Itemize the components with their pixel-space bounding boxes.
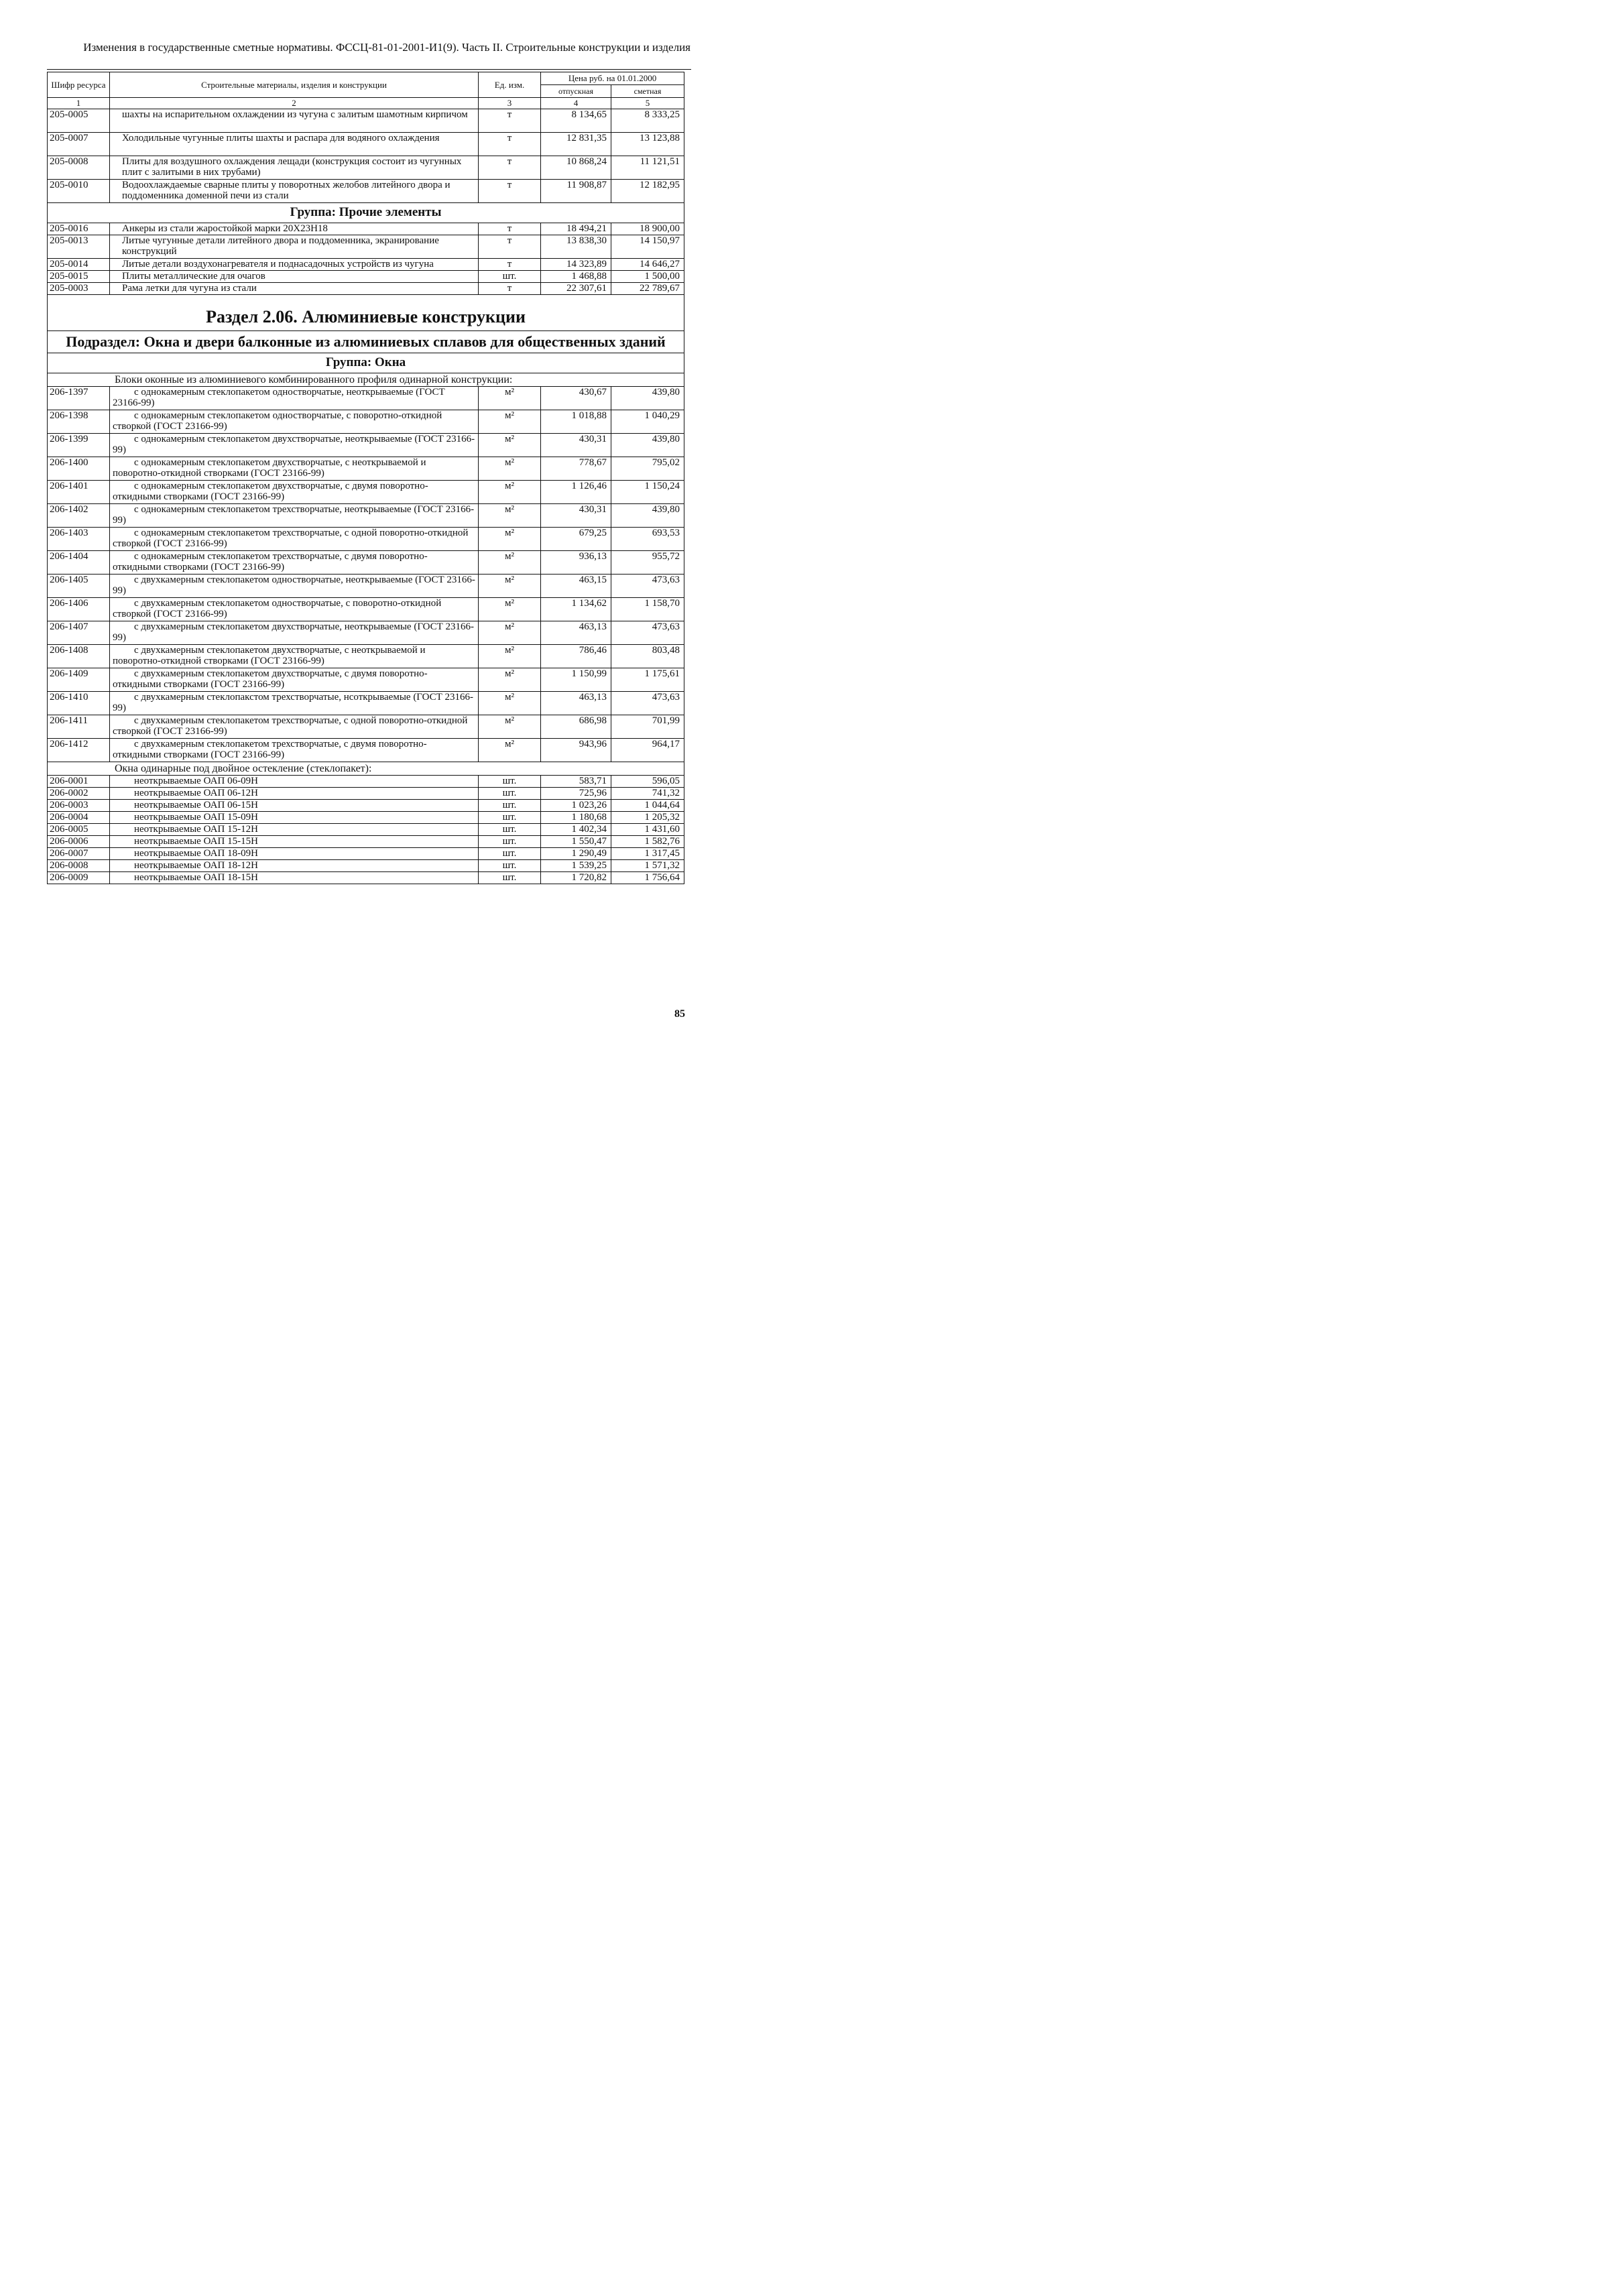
- item-name-text: с однокамерным стеклопакетом одностворчатые, с поворотно-откидной створкой (ГОСТ 23166-99): [113, 410, 442, 432]
- estimate-price: 1 756,64: [611, 872, 684, 884]
- estimate-price: 439,80: [611, 504, 684, 528]
- estimate-price: 18 900,00: [611, 223, 684, 235]
- item-unit: м²: [479, 504, 541, 528]
- estimate-price: 596,05: [611, 776, 684, 788]
- price-table: [47, 72, 684, 884]
- item-unit: м²: [479, 692, 541, 715]
- item-unit: т: [479, 283, 541, 295]
- resource-code: 206-1405: [48, 575, 110, 598]
- estimate-price: 1 044,64: [611, 800, 684, 812]
- group-title-row: [48, 353, 684, 373]
- caption: Окна одинарные под двойное остекление (стеклопакет):: [48, 762, 684, 776]
- table-row: [48, 481, 684, 504]
- table-row: [48, 788, 684, 800]
- table-row: [48, 180, 684, 203]
- estimate-price: 473,63: [611, 621, 684, 645]
- estimate-price: 1 582,76: [611, 836, 684, 848]
- resource-code: 206-1400: [48, 457, 110, 481]
- item-name: Плиты для воздушного охлаждения лещади (конструкция состоит из чугунных плит с залитыми в них трубами): [110, 156, 479, 180]
- group-title: Группа: Окна: [48, 353, 684, 373]
- resource-code: 206-0004: [48, 812, 110, 824]
- table-row: [48, 457, 684, 481]
- release-price: 430,31: [541, 504, 611, 528]
- table-row: [48, 800, 684, 812]
- resource-code: 206-1408: [48, 645, 110, 668]
- resource-code: 206-0009: [48, 872, 110, 884]
- item-unit: т: [479, 180, 541, 203]
- estimate-price: 22 789,67: [611, 283, 684, 295]
- column-number: 4: [541, 98, 611, 109]
- estimate-price: 11 121,51: [611, 156, 684, 180]
- item-name: [110, 715, 479, 739]
- release-price: 1 018,88: [541, 410, 611, 434]
- release-price: 725,96: [541, 788, 611, 800]
- column-number: 5: [611, 98, 684, 109]
- item-unit: т: [479, 156, 541, 180]
- resource-code: 205-0010: [48, 180, 110, 203]
- release-price: 583,71: [541, 776, 611, 788]
- estimate-price: 1 040,29: [611, 410, 684, 434]
- release-price: 1 550,47: [541, 836, 611, 848]
- item-unit: шт.: [479, 271, 541, 283]
- release-price: 22 307,61: [541, 283, 611, 295]
- resource-code: 205-0007: [48, 133, 110, 156]
- release-price: 936,13: [541, 551, 611, 575]
- estimate-price: 1 500,00: [611, 271, 684, 283]
- table-row: [48, 434, 684, 457]
- item-unit: т: [479, 259, 541, 271]
- estimate-price: 1 205,32: [611, 812, 684, 824]
- item-unit: т: [479, 223, 541, 235]
- resource-code: 206-0005: [48, 824, 110, 836]
- table-row: [48, 715, 684, 739]
- resource-code: 206-1403: [48, 528, 110, 551]
- item-unit: м²: [479, 645, 541, 668]
- estimate-price: 1 175,61: [611, 668, 684, 692]
- release-price: 1 126,46: [541, 481, 611, 504]
- release-price: 1 134,62: [541, 598, 611, 621]
- table-row: [48, 133, 684, 156]
- item-name: [110, 551, 479, 575]
- table-row: [48, 860, 684, 872]
- table-row: [48, 504, 684, 528]
- resource-code: 206-1411: [48, 715, 110, 739]
- item-unit: м²: [479, 410, 541, 434]
- estimate-price: 439,80: [611, 434, 684, 457]
- item-name-text: с однокамерным стеклопакетом трехстворчатые, с двумя поворотно-откидными створками (ГОСТ 23166-99): [113, 551, 428, 572]
- subsection-title: Подраздел: Окна и двери балконные из алюминиевых сплавов для общественных зданий: [48, 331, 684, 353]
- resource-code: 206-1406: [48, 598, 110, 621]
- item-unit: шт.: [479, 860, 541, 872]
- item-name-text: неоткрываемые ОАП 15-12Н: [134, 824, 258, 835]
- item-unit: м²: [479, 575, 541, 598]
- item-unit: шт.: [479, 800, 541, 812]
- item-unit: шт.: [479, 848, 541, 860]
- release-price: 786,46: [541, 645, 611, 668]
- resource-code: 206-1401: [48, 481, 110, 504]
- table-row: [48, 621, 684, 645]
- item-name: [110, 776, 479, 788]
- section-title: Раздел 2.06. Алюминиевые конструкции: [48, 295, 684, 331]
- resource-code: 206-1402: [48, 504, 110, 528]
- release-price: 1 720,82: [541, 872, 611, 884]
- item-name: [110, 481, 479, 504]
- item-name-text: неоткрываемые ОАП 06-09Н: [134, 776, 258, 786]
- item-name: [110, 645, 479, 668]
- estimate-price: 1 158,70: [611, 598, 684, 621]
- item-name: [110, 434, 479, 457]
- table-row: [48, 410, 684, 434]
- item-unit: м²: [479, 715, 541, 739]
- release-price: 686,98: [541, 715, 611, 739]
- item-unit: м²: [479, 551, 541, 575]
- item-name: [110, 872, 479, 884]
- release-price: 1 468,88: [541, 271, 611, 283]
- item-name-text: неоткрываемые ОАП 06-15Н: [134, 800, 258, 810]
- table-row: [48, 551, 684, 575]
- item-name-text: с однокамерным стеклопакетом трехстворчатые, неоткрываемые (ГОСТ 23166-99): [113, 504, 475, 526]
- item-name: [110, 575, 479, 598]
- table-row: [48, 668, 684, 692]
- item-unit: м²: [479, 457, 541, 481]
- item-unit: шт.: [479, 788, 541, 800]
- estimate-price: 1 317,45: [611, 848, 684, 860]
- resource-code: 206-0001: [48, 776, 110, 788]
- item-name: [110, 848, 479, 860]
- item-name-text: с однокамерным стеклопакетом трехстворчатые, с одной поворотно-откидной створкой (ГОСТ 23166-99): [113, 528, 469, 549]
- page-header: Изменения в государственные сметные нормативы. ФССЦ-81-01-2001-И1(9). Часть II. Строительные конструкции и изделия: [83, 41, 690, 54]
- estimate-price: 1 150,24: [611, 481, 684, 504]
- release-price: 1 023,26: [541, 800, 611, 812]
- item-name: Рама летки для чугуна из стали: [110, 283, 479, 295]
- estimate-price: 741,32: [611, 788, 684, 800]
- release-price: 1 290,49: [541, 848, 611, 860]
- estimate-price: 1 431,60: [611, 824, 684, 836]
- release-price: 1 539,25: [541, 860, 611, 872]
- header-release: отпускная: [541, 85, 611, 98]
- release-price: 10 868,24: [541, 156, 611, 180]
- header-rule: [47, 69, 691, 70]
- estimate-price: 14 646,27: [611, 259, 684, 271]
- item-unit: м²: [479, 598, 541, 621]
- item-name: [110, 812, 479, 824]
- table-row: [48, 271, 684, 283]
- release-price: 1 402,34: [541, 824, 611, 836]
- table-row: [48, 739, 684, 762]
- item-name-text: с двухкамерным стеклопакетом двухстворчатые, с двумя поворотно-откидными створками (ГОСТ 23166-99): [113, 668, 428, 690]
- estimate-price: 803,48: [611, 645, 684, 668]
- item-name: [110, 836, 479, 848]
- estimate-price: 13 123,88: [611, 133, 684, 156]
- item-name-text: с однокамерным стеклопакетом двухстворчатые, неоткрываемые (ГОСТ 23166-99): [113, 434, 475, 455]
- item-unit: м²: [479, 668, 541, 692]
- table-row: [48, 872, 684, 884]
- table-row: [48, 645, 684, 668]
- resource-code: 206-1410: [48, 692, 110, 715]
- item-name-text: с двухкамерным стеклопакетом двухстворчатые, неоткрываемые (ГОСТ 23166-99): [113, 621, 475, 643]
- item-name-text: с двухкамерным стеклопакстом трехстворчатые, нсоткрываемые (ГОСТ 23166-99): [113, 692, 474, 713]
- item-unit: шт.: [479, 836, 541, 848]
- resource-code: 205-0013: [48, 235, 110, 259]
- caption-row: [48, 762, 684, 776]
- resource-code: 206-0007: [48, 848, 110, 860]
- subsection-title-row: [48, 331, 684, 353]
- resource-code: 206-0003: [48, 800, 110, 812]
- table-row: [48, 528, 684, 551]
- item-name-text: неоткрываемые ОАП 18-09Н: [134, 848, 258, 859]
- release-price: 14 323,89: [541, 259, 611, 271]
- item-name: Холодильные чугунные плиты шахты и распара для водяного охлаждения: [110, 133, 479, 156]
- resource-code: 205-0016: [48, 223, 110, 235]
- release-price: 943,96: [541, 739, 611, 762]
- estimate-price: 14 150,97: [611, 235, 684, 259]
- item-name: шахты на испарительном охлаждении из чугуна с залитым шамотным кирпичом: [110, 109, 479, 133]
- table-row: [48, 848, 684, 860]
- table-row: [48, 223, 684, 235]
- item-name-text: неоткрываемые ОАП 15-09Н: [134, 812, 258, 823]
- release-price: 430,31: [541, 434, 611, 457]
- item-name: [110, 824, 479, 836]
- item-unit: т: [479, 109, 541, 133]
- resource-code: 206-1412: [48, 739, 110, 762]
- item-name-text: с двухкамерным стеклопакетом трехстворчатые, с двумя поворотно-откидными створками (ГОСТ 23166-99): [113, 739, 427, 760]
- estimate-price: 795,02: [611, 457, 684, 481]
- item-name-text: неоткрываемые ОАП 18-15Н: [134, 872, 258, 883]
- item-unit: м²: [479, 528, 541, 551]
- column-number: 3: [479, 98, 541, 109]
- release-price: 463,13: [541, 692, 611, 715]
- item-name: [110, 860, 479, 872]
- header-code: Шифр ресурса: [48, 72, 110, 98]
- item-unit: м²: [479, 739, 541, 762]
- table-row: [48, 235, 684, 259]
- item-name: [110, 739, 479, 762]
- estimate-price: 693,53: [611, 528, 684, 551]
- resource-code: 206-1409: [48, 668, 110, 692]
- page-number: 85: [674, 1008, 685, 1020]
- item-name: Анкеры из стали жаростойкой марки 20Х23Н18: [110, 223, 479, 235]
- table-row: [48, 575, 684, 598]
- table-row: [48, 692, 684, 715]
- item-unit: м²: [479, 621, 541, 645]
- column-numbers-row: [48, 98, 684, 109]
- item-unit: шт.: [479, 812, 541, 824]
- item-name-text: с двухкамерным стеклопакетом трехстворчатые, с одной поворотно-откидной створкой (ГОСТ 23166-99): [113, 715, 468, 737]
- item-name-text: с двухкамерным стеклопакетом одностворчатые, с поворотно-откидной створкой (ГОСТ 23166-99): [113, 598, 442, 619]
- header-unit: Ед. изм.: [479, 72, 541, 98]
- estimate-price: 473,63: [611, 692, 684, 715]
- table-row: [48, 109, 684, 133]
- item-name: [110, 800, 479, 812]
- item-name-text: с двухкамерным стеклопакетом одностворчатые, неоткрываемые (ГОСТ 23166-99): [113, 575, 475, 596]
- estimate-price: 1 571,32: [611, 860, 684, 872]
- item-name-text: неоткрываемые ОАП 15-15Н: [134, 836, 258, 847]
- resource-code: 205-0003: [48, 283, 110, 295]
- release-price: 463,15: [541, 575, 611, 598]
- item-name: [110, 387, 479, 410]
- table-row: [48, 776, 684, 788]
- resource-code: 206-0006: [48, 836, 110, 848]
- caption-row: [48, 373, 684, 387]
- item-unit: м²: [479, 387, 541, 410]
- item-unit: м²: [479, 434, 541, 457]
- table-row: [48, 836, 684, 848]
- table-row: [48, 824, 684, 836]
- release-price: 463,13: [541, 621, 611, 645]
- column-number: 1: [48, 98, 110, 109]
- resource-code: 205-0015: [48, 271, 110, 283]
- release-price: 1 180,68: [541, 812, 611, 824]
- header-price: Цена руб. на 01.01.2000: [541, 72, 684, 85]
- release-price: 430,67: [541, 387, 611, 410]
- resource-code: 205-0014: [48, 259, 110, 271]
- table-row: [48, 156, 684, 180]
- item-unit: т: [479, 133, 541, 156]
- table-row: [48, 598, 684, 621]
- header-estimate: сметная: [611, 85, 684, 98]
- resource-code: 206-0008: [48, 860, 110, 872]
- item-name-text: с однокамерным стеклопакетом двухстворчатые, с неоткрываемой и поворотно-откидной створками (ГОСТ 23166-99): [113, 457, 426, 479]
- header-name: Строительные материалы, изделия и конструкции: [110, 72, 479, 98]
- item-name: [110, 621, 479, 645]
- item-name: [110, 668, 479, 692]
- item-name: Водоохлаждаемые сварные плиты у поворотных желобов литейного двора и поддоменника доменной печи из стали: [110, 180, 479, 203]
- resource-code: 206-1398: [48, 410, 110, 434]
- table-row: [48, 812, 684, 824]
- item-unit: шт.: [479, 824, 541, 836]
- item-name: [110, 528, 479, 551]
- release-price: 18 494,21: [541, 223, 611, 235]
- item-name: [110, 504, 479, 528]
- table-row: [48, 259, 684, 271]
- release-price: 679,25: [541, 528, 611, 551]
- resource-code: 205-0005: [48, 109, 110, 133]
- item-unit: т: [479, 235, 541, 259]
- item-name-text: с однокамерным стеклопакетом двухстворчатые, с двумя поворотно-откидными створками (ГОСТ 23166-99): [113, 481, 428, 502]
- estimate-price: 439,80: [611, 387, 684, 410]
- item-name: Литые детали воздухонагревателя и поднасадочных устройств из чугуна: [110, 259, 479, 271]
- group-title: Группа: Прочие элементы: [48, 203, 684, 223]
- release-price: 778,67: [541, 457, 611, 481]
- item-name: [110, 457, 479, 481]
- table-row: [48, 283, 684, 295]
- group-title-row: [48, 203, 684, 223]
- resource-code: 206-1404: [48, 551, 110, 575]
- resource-code: 206-1399: [48, 434, 110, 457]
- item-unit: шт.: [479, 776, 541, 788]
- release-price: 11 908,87: [541, 180, 611, 203]
- item-name: [110, 788, 479, 800]
- section-title-row: [48, 295, 684, 331]
- caption: Блоки оконные из алюминиевого комбинированного профиля одинарной конструкции:: [48, 373, 684, 387]
- resource-code: 206-1407: [48, 621, 110, 645]
- item-name-text: с однокамерным стеклопакетом одностворчатые, неоткрываемые (ГОСТ 23166-99): [113, 387, 445, 408]
- resource-code: 206-0002: [48, 788, 110, 800]
- resource-code: 206-1397: [48, 387, 110, 410]
- item-name: Литые чугунные детали литейного двора и поддоменника, экранирование конструкций: [110, 235, 479, 259]
- item-name-text: с двухкамерным стеклопакетом двухстворчатые, с неоткрываемой и поворотно-откидной створками (ГОСТ 23166-99): [113, 645, 426, 666]
- item-name: [110, 598, 479, 621]
- item-name-text: неоткрываемые ОАП 18-12Н: [134, 860, 258, 871]
- item-name: Плиты металлические для очагов: [110, 271, 479, 283]
- resource-code: 205-0008: [48, 156, 110, 180]
- estimate-price: 701,99: [611, 715, 684, 739]
- release-price: 13 838,30: [541, 235, 611, 259]
- table-row: [48, 387, 684, 410]
- item-name: [110, 410, 479, 434]
- estimate-price: 8 333,25: [611, 109, 684, 133]
- column-number: 2: [110, 98, 479, 109]
- estimate-price: 12 182,95: [611, 180, 684, 203]
- release-price: 1 150,99: [541, 668, 611, 692]
- estimate-price: 964,17: [611, 739, 684, 762]
- release-price: 12 831,35: [541, 133, 611, 156]
- estimate-price: 955,72: [611, 551, 684, 575]
- item-unit: шт.: [479, 872, 541, 884]
- item-unit: м²: [479, 481, 541, 504]
- item-name: [110, 692, 479, 715]
- estimate-price: 473,63: [611, 575, 684, 598]
- release-price: 8 134,65: [541, 109, 611, 133]
- item-name-text: неоткрываемые ОАП 06-12Н: [134, 788, 258, 798]
